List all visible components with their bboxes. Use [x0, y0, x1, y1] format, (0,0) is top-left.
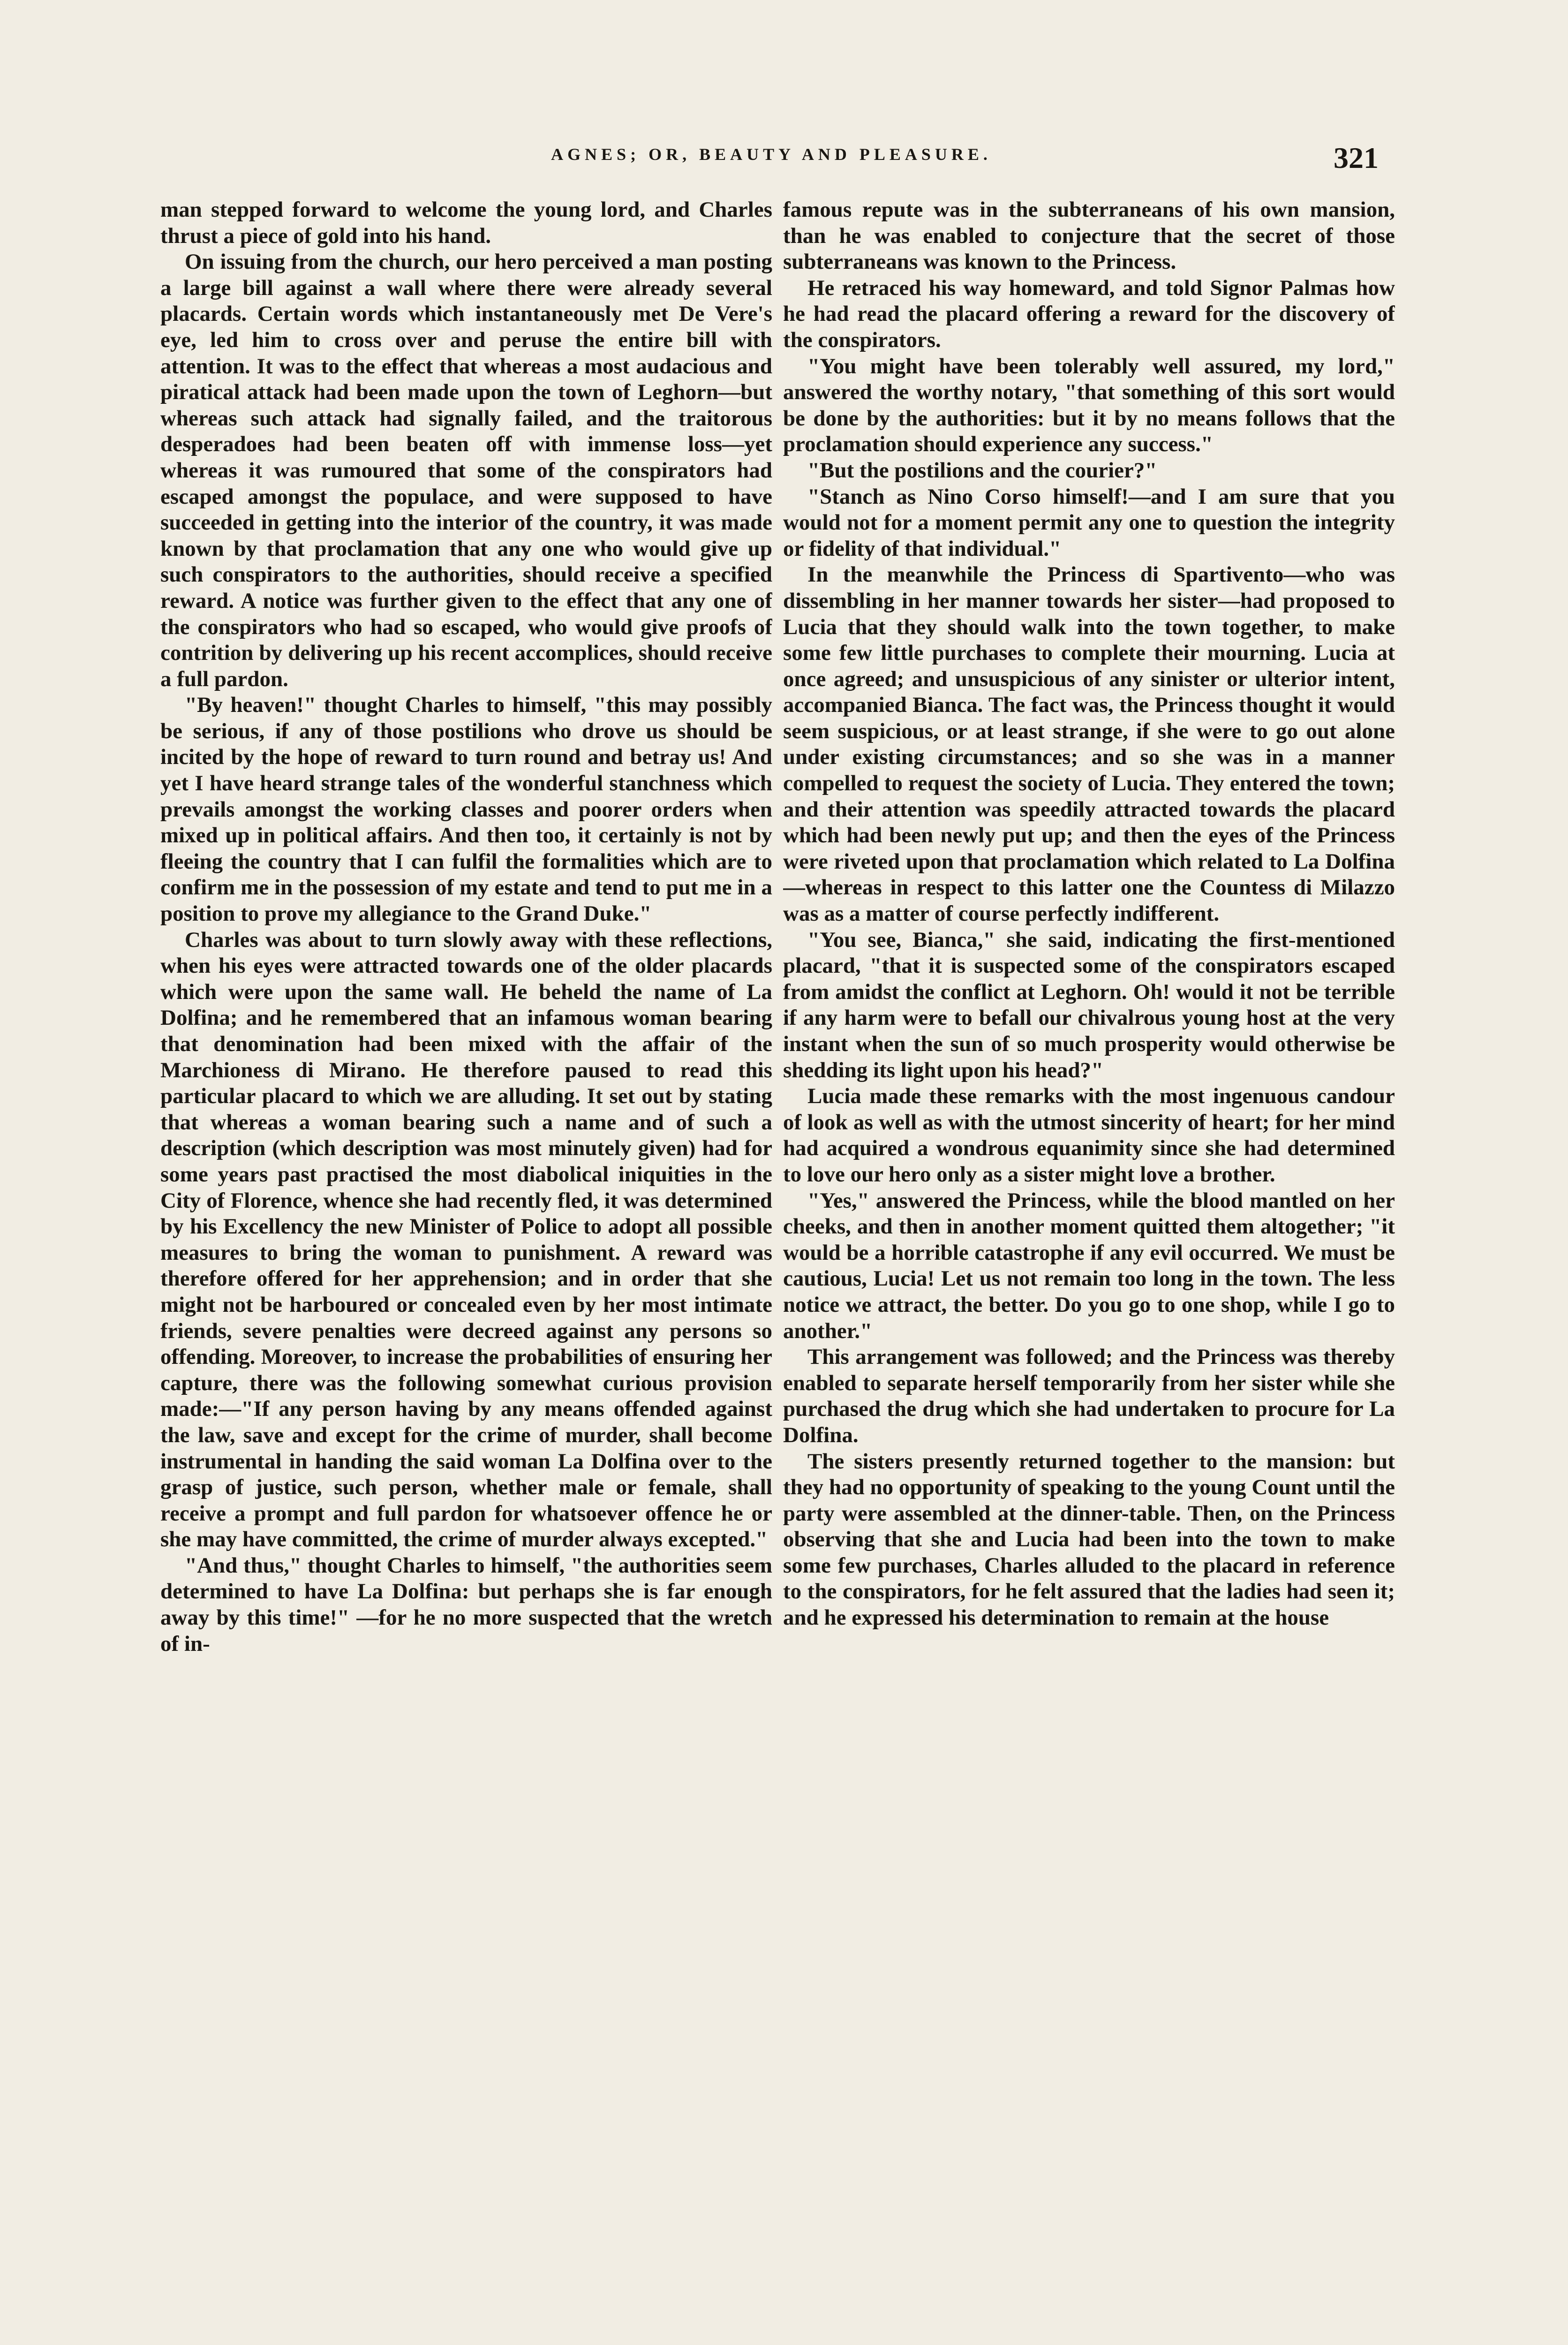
right-paragraph-5: "Stanch as Nino Corso himself!—and I am sure that you would not for a moment permit any one to question the integrity or fidelity of that individual." — [783, 484, 1395, 561]
right-paragraph-11: The sisters presently returned together to the mansion: but they had no opportunity of speaking to the young Count until the party were assembled at the dinner-table. Then, on the Princess observing that she and Lucia had been into the town to make some few purchases, Charles alluded to the placard in reference to the conspirators, for he felt assured that the ladies had seen it; and he expressed his determination to remain at the house — [783, 1449, 1395, 1630]
page-number: 321 — [1334, 141, 1379, 174]
right-paragraph-1: famous repute was in the subterraneans of his own mansion, than he was enabled to conjecture that the secret of those subterraneans was known to the Princess. — [783, 197, 1395, 274]
left-paragraph-2: On issuing from the church, our hero perceived a man posting a large bill against a wall where there were already several placards. Certain words which instantaneously met De Vere's eye, led him to cross over and peruse the entire bill with attention. It was to the effect that whereas a most audacious and piratical attack had been made upon the town of Leghorn—but whereas such attack had signally failed, and the traitorous desperadoes had been beaten off with immense loss—yet whereas it was rumoured that some of the conspirators had escaped amongst the populace, and were supposed to have succeeded in getting into the interior of the country, it was made known by that proclamation that any one who would give up such conspirators to the authorities, should receive a specified reward. A notice was further given to the effect that any one of the conspirators who had so escaped, who would give proofs of contrition by delivering up his recent accomplices, should receive a full pardon. — [160, 250, 772, 691]
right-paragraph-8: Lucia made these remarks with the most ingenuous candour of look as well as with the utmost sincerity of heart; for her mind had acquired a wondrous equanimity since she had determined to love our hero only as a sister might love a brother. — [783, 1084, 1395, 1187]
right-paragraph-3: "You might have been tolerably well assured, my lord," answered the worthy notary, "that something of this sort would be done by the authorities: but it by no means follows that the proclamation should experience any success." — [783, 354, 1395, 457]
right-paragraph-7: "You see, Bianca," she said, indicating the first-mentioned placard, "that it is suspected some of the conspirators escaped from amidst the conflict at Leghorn. Oh! would it not be terrible if any harm were to befall our chivalrous young host at the very instant when the sun of so much prosperity would otherwise be shedding its light upon his head?" — [783, 927, 1395, 1082]
right-column — [783, 197, 1395, 2345]
left-paragraph-1: man stepped forward to welcome the young lord, and Charles thrust a piece of gold into his hand. — [160, 197, 772, 248]
page-header — [155, 141, 1388, 192]
right-paragraph-9: "Yes," answered the Princess, while the blood mantled on her cheeks, and then in another moment quitted them altogether; "it would be a horrible catastrophe if any evil occurred. We must be cautious, Lucia! Let us not remain too long in the town. The less notice we attract, the better. Do you go to one shop, while I go to another." — [783, 1188, 1395, 1343]
running-title: AGNES; OR, BEAUTY AND PLEASURE. — [551, 145, 992, 164]
left-paragraph-3: "By heaven!" thought Charles to himself, "this may possibly be serious, if any of those postilions who drove us should be incited by the hope of reward to turn round and betray us! And yet I have heard strange tales of the wonderful stanchness which prevails amongst the working classes and poorer orders when mixed up in political affairs. And then too, it certainly is not by fleeing the country that I can fulfil the formalities which are to confirm me in the possession of my estate and tend to put me in a position to prove my allegiance to the Grand Duke." — [160, 693, 772, 926]
right-paragraph-2: He retraced his way homeward, and told Signor Palmas how he had read the placard offering a reward for the discovery of the conspirators. — [783, 275, 1395, 352]
left-paragraph-5: "And thus," thought Charles to himself, "the authorities seem determined to have La Dolfina: but perhaps she is far enough away by this time!" —for he no more suspected that the wretch of in- — [160, 1553, 772, 1656]
left-paragraph-4: Charles was about to turn slowly away with these reflections, when his eyes were attracted towards one of the older placards which were upon the same wall. He beheld the name of La Dolfina; and he remembered that an infamous woman bearing that denomination had been mixed with the affair of the Marchioness di Mirano. He therefore paused to read this particular placard to which we are alluding. It set out by stating that whereas a woman bearing such a name and of such a description (which description was most minutely given) had for some years past practised the most diabolical iniquities in the City of Florence, whence she had recently fled, it was determined by his Excellency the new Minister of Police to adopt all possible measures to bring the woman to punishment. A reward was therefore offered for her apprehension; and in order that she might not be harboured or concealed even by her most intimate friends, severe penalties were decreed against any persons so offending. Moreover, to increase the probabilities of ensuring her capture, there was the following somewhat curious provision made:—"If any person having by any means offended against the law, save and except for the crime of murder, shall become instrumental in handing the said woman La Dolfina over to the grasp of justice, such person, whether male or female, shall receive a prompt and full pardon for whatsoever offence he or she may have committed, the crime of murder always excepted." — [160, 927, 772, 1552]
right-paragraph-6: In the meanwhile the Princess di Spartivento—who was dissembling in her manner towards her sister—had proposed to Lucia that they should walk into the town together, to make some few little purchases to complete their mourning. Lucia at once agreed; and unsuspicious of any sinister or ulterior intent, accompanied Bianca. The fact was, the Princess thought it would seem suspicious, or at least strange, if she were to go out alone under existing circumstances; and so she was in a manner compelled to request the society of Lucia. They entered the town; and their attention was speedily attracted towards the placard which had been newly put up; and then the eyes of the Princess were riveted upon that proclamation which related to La Dolfina—whereas in respect to this latter one the Countess di Milazzo was as a matter of course perfectly indifferent. — [783, 562, 1395, 926]
right-paragraph-10: This arrangement was followed; and the Princess was thereby enabled to separate herself temporarily from her sister while she purchased the drug which she had undertaken to procure for La Dolfina. — [783, 1345, 1395, 1447]
left-column — [160, 197, 772, 2345]
right-paragraph-4: "But the postilions and the courier?" — [807, 458, 1157, 483]
